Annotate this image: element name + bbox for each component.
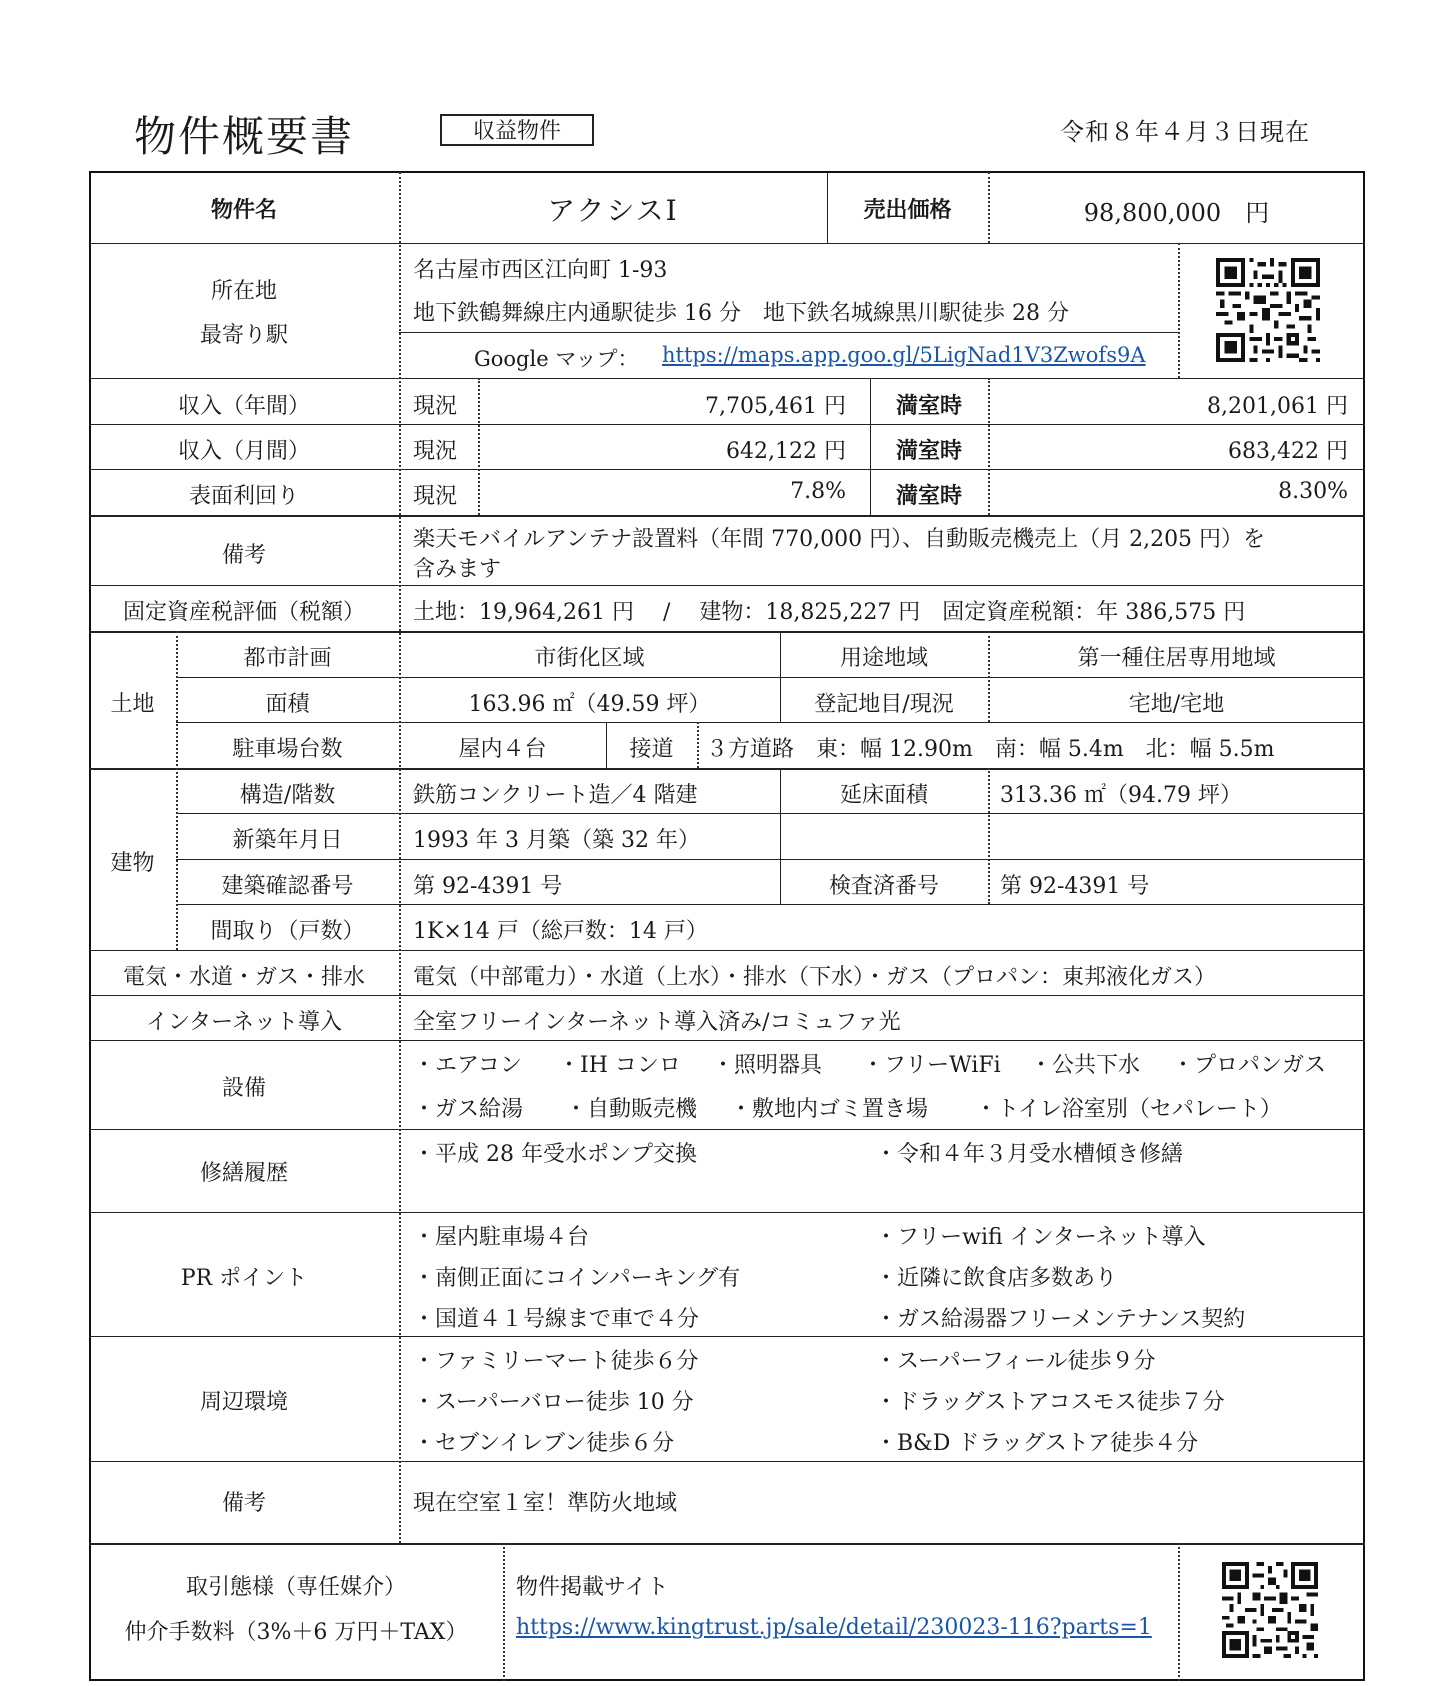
surroundings-item: ・スーパーフィール徒歩９分 [875, 1349, 1156, 1374]
built-date: 1993 年 3 月築（築 32 年） [413, 828, 700, 853]
google-map-link[interactable]: https://maps.app.goo.gl/5LigNad1V3Zwofs9A [662, 343, 1146, 367]
facility-item: ・トイレ浴室別（セパレート） [975, 1097, 1282, 1122]
facility-item: ・ガス給湯 [413, 1097, 524, 1122]
road-label: 接道 [629, 737, 674, 762]
pr-item: ・屋内駐車場４台 [413, 1225, 590, 1250]
address: 名古屋市西区江向町 1-93 [413, 258, 668, 283]
facilities-label: 設備 [221, 1076, 266, 1101]
pr-item: ・フリーwifi インターネット導入 [875, 1225, 1206, 1250]
monthly-now-label: 現況 [413, 439, 458, 464]
utilities-label: 電気・水道・ガス・排水 [122, 965, 365, 990]
structure: 鉄筋コンクリート造／4 階建 [413, 783, 698, 808]
yield-full: 8.30% [1278, 479, 1348, 504]
layout: 1K×14 戸（総戸数：14 戸） [413, 919, 708, 944]
permit-number-label: 建築確認番号 [221, 874, 354, 899]
google-map-label: Google マップ： [474, 347, 639, 371]
inspection-number: 第 92-4391 号 [1000, 874, 1150, 899]
surroundings-item: ・ドラッグストアコスモス徒歩７分 [875, 1390, 1225, 1415]
nearest-stations: 地下鉄鶴舞線庄内通駅徒歩 16 分 地下鉄名城線黒川駅徒歩 28 分 [413, 301, 1069, 326]
city-planning-label: 都市計画 [243, 646, 332, 671]
inspection-number-label: 検査済番号 [828, 874, 939, 899]
facility-item: ・エアコン [413, 1053, 522, 1078]
surroundings-item: ・スーパーバロー徒歩 10 分 [413, 1390, 694, 1415]
repair-item: ・令和４年３月受水槽傾き修繕 [875, 1142, 1184, 1167]
internet-label: インターネット導入 [145, 1010, 343, 1035]
tax-label: 固定資産税評価（税額） [122, 600, 365, 625]
pr-item: ・ガス給湯器フリーメンテナンス契約 [875, 1307, 1246, 1332]
annual-full-label: 満室時 [895, 394, 962, 419]
land-area-label: 面積 [265, 692, 310, 717]
building-group-label: 建物 [110, 851, 155, 876]
land-area: 163.96 ㎡（49.59 坪） [468, 692, 711, 717]
brokerage-fee: 仲介手数料（3%＋6 万円＋TAX） [124, 1620, 468, 1645]
pr-label: PR ポイント [180, 1266, 308, 1291]
facility-item: ・照明器具 [712, 1053, 823, 1078]
parking: 屋内４台 [458, 737, 547, 762]
listing-site-link[interactable]: https://www.kingtrust.jp/sale/detail/230023-116?parts=1 [516, 1615, 1152, 1640]
pr-item: ・近隣に飲食店多数あり [875, 1266, 1118, 1291]
surroundings-item: ・B&D ドラッグストア徒歩４分 [875, 1431, 1199, 1456]
remarks-line-2: 含みます [413, 557, 502, 582]
annual-income-now: 7,705,461 円 [705, 394, 846, 419]
location-label: 所在地 [210, 279, 277, 304]
annual-income-full: 8,201,061 円 [1207, 394, 1348, 419]
remarks-label: 備考 [221, 543, 266, 568]
internet: 全室フリーインターネット導入済み/コミュファ光 [413, 1010, 901, 1035]
yield-full-label: 満室時 [895, 484, 962, 509]
layout-label: 間取り（戸数） [210, 919, 365, 944]
repair-item: ・平成 28 年受水ポンプ交換 [413, 1142, 697, 1167]
as-of-date: 令和８年４月３日現在 [1060, 118, 1310, 146]
structure-label: 構造/階数 [239, 783, 336, 808]
repairs-label: 修繕履歴 [199, 1161, 288, 1186]
annual-income-label: 収入（年間） [177, 394, 310, 419]
transaction-type: 取引態様（専任媒介） [185, 1575, 406, 1600]
tax-value: 土地：19,964,261 円 / 建物：18,825,227 円 固定資産税額：年 386,575 円 [413, 600, 1246, 625]
annual-now-label: 現況 [413, 394, 458, 419]
surroundings-item: ・ファミリーマート徒歩６分 [413, 1349, 699, 1374]
property-name: アクシスⅠ [547, 194, 679, 227]
city-planning: 市街化区域 [534, 646, 645, 671]
price-label: 売出価格 [863, 198, 952, 223]
permit-number: 第 92-4391 号 [413, 874, 563, 899]
facility-item: ・敷地内ゴミ置き場 [730, 1097, 929, 1122]
land-category-label: 登記地目/現況 [814, 692, 954, 717]
property-type-badge: 収益物件 [440, 114, 594, 146]
yield-now-label: 現況 [413, 484, 458, 509]
floor-area: 313.36 ㎡（94.79 坪） [1000, 783, 1242, 808]
built-date-label: 新築年月日 [232, 828, 343, 853]
zoning: 第一種住居専用地域 [1077, 646, 1276, 671]
qr-code-icon [1216, 258, 1320, 362]
nearest-station-label: 最寄り駅 [199, 323, 288, 348]
monthly-income-full: 683,422 円 [1228, 439, 1348, 464]
facility-item: ・プロパンガス [1172, 1053, 1327, 1078]
surroundings-label: 周辺環境 [199, 1390, 288, 1415]
qr-code-icon [1222, 1562, 1318, 1658]
pr-item: ・国道４１号線まで車で４分 [413, 1307, 700, 1332]
facility-item: ・IH コンロ [558, 1053, 681, 1078]
road-access: ３方道路 東：幅 12.90m 南：幅 5.4m 北：幅 5.5m [706, 737, 1275, 762]
pr-item: ・南側正面にコインパーキング有 [413, 1266, 741, 1291]
land-group-label: 土地 [110, 692, 155, 717]
asking-price: 98,800,000 円 [1083, 199, 1270, 227]
monthly-income-label: 収入（月間） [177, 439, 310, 464]
parking-label: 駐車場台数 [232, 737, 343, 762]
monthly-income-now: 642,122 円 [726, 439, 846, 464]
remarks2-label: 備考 [221, 1491, 266, 1516]
floor-area-label: 延床面積 [839, 783, 928, 808]
yield-now: 7.8% [790, 479, 846, 504]
facility-item: ・フリーWiFi [862, 1053, 1001, 1078]
page-title: 物件概要書 [134, 112, 355, 161]
land-category: 宅地/宅地 [1128, 692, 1225, 717]
facility-item: ・公共下水 [1030, 1053, 1141, 1078]
listing-site-label: 物件掲載サイト [516, 1575, 669, 1600]
zoning-label: 用途地域 [839, 646, 928, 671]
monthly-full-label: 満室時 [895, 439, 962, 464]
property-name-label: 物件名 [210, 198, 277, 223]
utilities: 電気（中部電力）・水道（上水）・排水（下水）・ガス（プロパン：東邦液化ガス） [413, 965, 1217, 990]
remarks-line-1: 楽天モバイルアンテナ設置料（年間 770,000 円）、自動販売機売上（月 2,205 円）を [413, 527, 1266, 552]
facility-item: ・自動販売機 [565, 1097, 698, 1122]
yield-label: 表面利回り [188, 484, 299, 509]
remarks2-value: 現在空室１室！準防火地域 [413, 1491, 678, 1516]
surroundings-item: ・セブンイレブン徒歩６分 [413, 1431, 675, 1456]
